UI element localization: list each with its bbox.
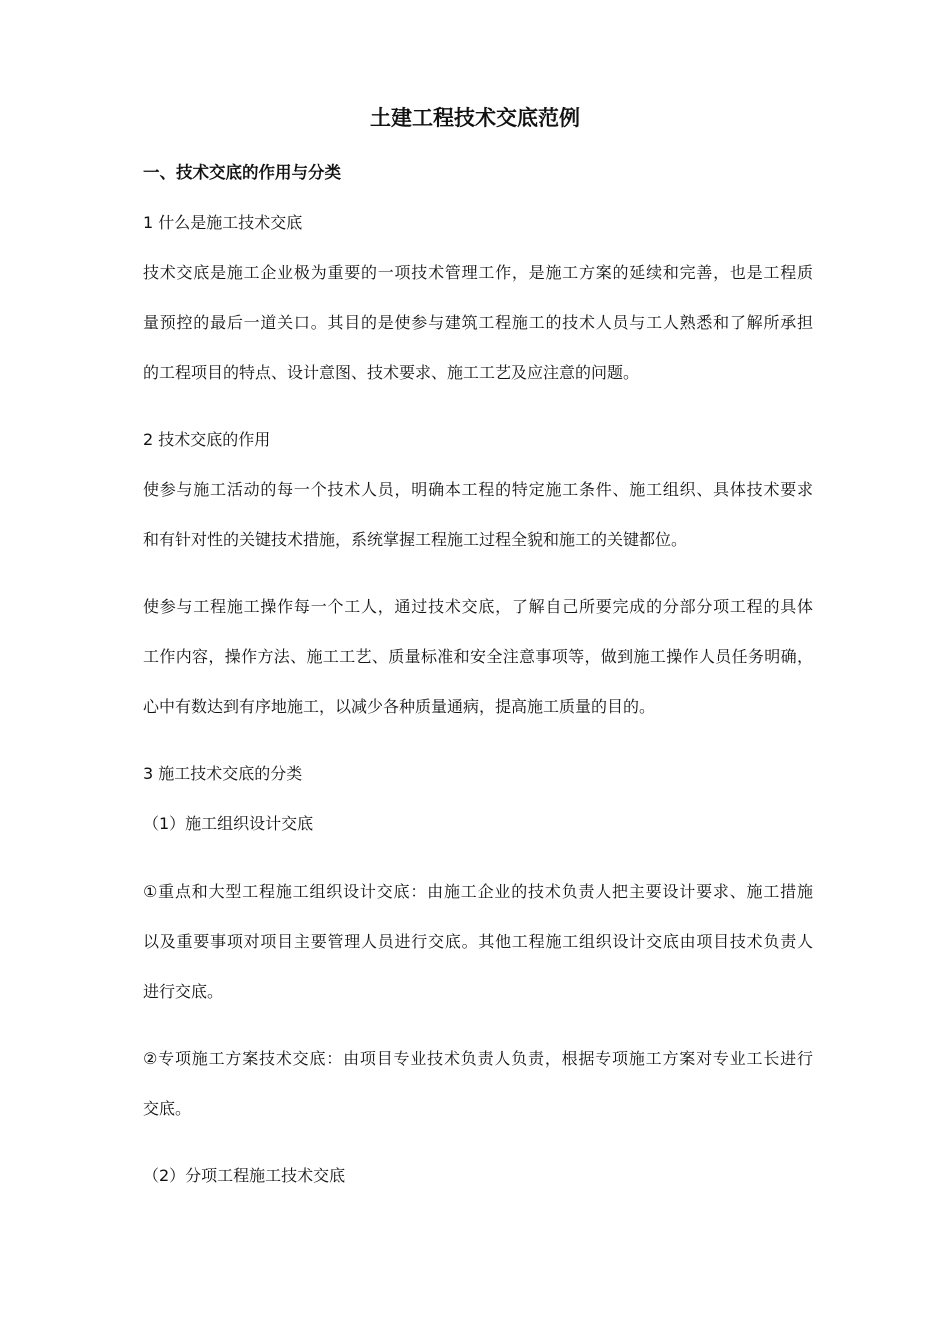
paragraph-line: 工作内容，操作方法、施工工艺、质量标准和安全注意事项等，做到施工操作人员任务明确， <box>143 647 813 666</box>
paragraph-line: 使参与工程施工操作每一个工人，通过技术交底，了解自己所要完成的分部分项工程的具体 <box>143 597 813 616</box>
paragraph-line: 和有针对性的关键技术措施，系统掌握工程施工过程全貌和施工的关键都位。 <box>143 530 688 549</box>
paragraph-line: 使参与施工活动的每一个技术人员，明确本工程的特定施工条件、施工组织、具体技术要求 <box>143 480 813 499</box>
subsection-heading-2: 2 技术交底的作用 <box>143 430 271 449</box>
sub-heading-1: （1）施工组织设计交底 <box>143 814 314 833</box>
list-item-line: ①重点和大型工程施工组织设计交底：由施工企业的技术负责人把主要设计要求、施工措施 <box>143 882 813 901</box>
paragraph-line: 心中有数达到有序地施工，以减少各种质量通病，提高施工质量的目的。 <box>143 697 656 716</box>
list-item-line: ②专项施工方案技术交底：由项目专业技术负责人负责，根据专项施工方案对专业工长进行 <box>143 1049 813 1068</box>
subsection-heading-1: 1 什么是施工技术交底 <box>143 213 303 232</box>
list-item-line: 交底。 <box>143 1099 192 1118</box>
subsection-heading-3: 3 施工技术交底的分类 <box>143 764 303 783</box>
section-heading-1: 一、技术交底的作用与分类 <box>143 163 341 182</box>
list-item-line: 进行交底。 <box>143 982 224 1001</box>
document-title: 土建工程技术交底范例 <box>370 106 580 130</box>
paragraph-line: 量预控的最后一道关口。其目的是使参与建筑工程施工的技术人员与工人熟悉和了解所承担 <box>143 313 813 332</box>
paragraph-line: 技术交底是施工企业极为重要的一项技术管理工作，是施工方案的延续和完善，也是工程质 <box>143 263 813 282</box>
list-item-line: 以及重要事项对项目主要管理人员进行交底。其他工程施工组织设计交底由项目技术负责人 <box>143 932 813 951</box>
paragraph-line: 的工程项目的特点、设计意图、技术要求、施工工艺及应注意的问题。 <box>143 363 640 382</box>
sub-heading-2: （2）分项工程施工技术交底 <box>143 1166 346 1185</box>
